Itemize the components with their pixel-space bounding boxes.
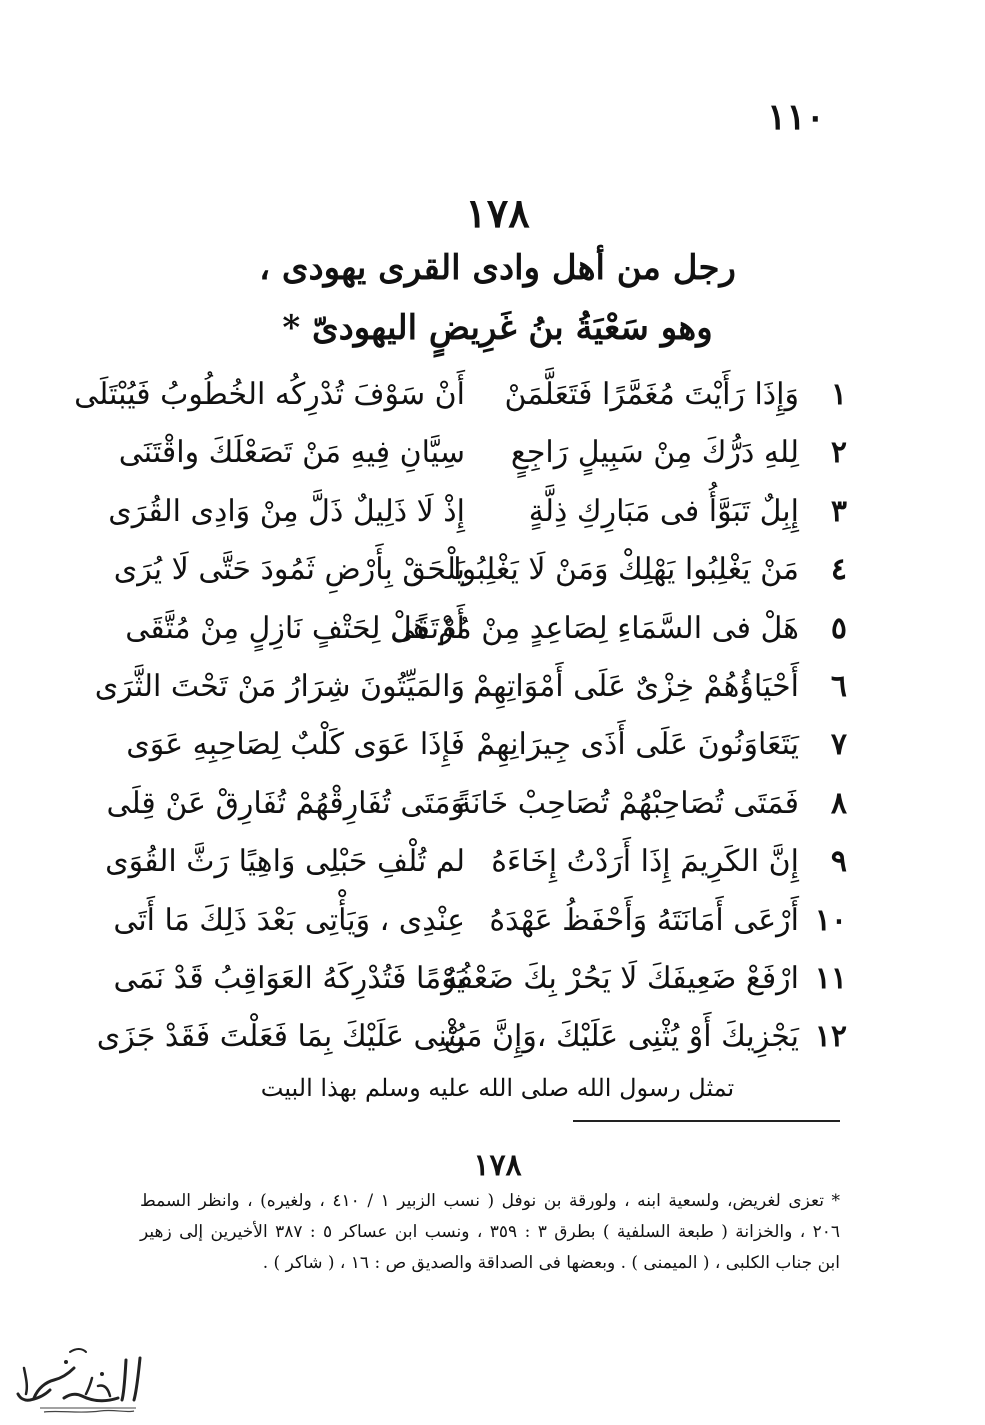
verse-number: ١١: [814, 960, 847, 996]
verse-second-hemistich: يَلْحَقْ بِأَرْضِ ثَمُودَ حَتَّى لَا يُرَى: [113, 552, 465, 588]
verse-row: [113, 541, 847, 599]
footnotes-block: [140, 1186, 840, 1279]
verse-row: [108, 483, 847, 541]
verse-first-hemistich: لِلهِ دَرُّكَ مِنْ سَبِيلٍ رَاجِعٍ: [510, 435, 799, 471]
verse-row: [96, 1008, 847, 1066]
verse-number: ١٠: [814, 902, 847, 938]
verse-second-hemistich: أَمْ هَلْ لِحَتْفٍ نَازِلٍ مِنْ مُتَّقَى: [125, 610, 465, 646]
verse-second-hemistich: وَالمَيِّتُونَ شِرَارُ مَنْ تَحْتَ الثَّرَى: [94, 668, 465, 704]
verse-row: [118, 424, 847, 482]
verses-block: [74, 366, 847, 1067]
verse-number: ٢: [830, 435, 847, 471]
verse-second-hemistich: يُثْنِى عَلَيْكَ بِمَا فَعَلْتَ فَقَدْ جَزَى: [96, 1019, 465, 1055]
verse-first-hemistich: هَلْ فى السَّمَاءِ لِصَاعِدٍ مِنْ مُرْتَقًى: [390, 610, 799, 646]
verse-number: ٨: [830, 785, 847, 821]
verse-first-hemistich: ارْفَعْ ضَعِيفَكَ لَا يَحُرْ بِكَ ضَعْفُهُ: [442, 960, 799, 996]
verse-row: [74, 366, 847, 424]
footnote-line: * تعزى لغريض، ولسعية ابنه ، ولورقة بن نوفل ( نسب الزبير ١ / ٤١٠ ، ولغيره) ، وانظر السمط: [140, 1191, 840, 1211]
verse-first-hemistich: أَحْيَاؤُهُمْ خِزْىٌ عَلَى أَمْوَاتِهِمْ: [473, 668, 799, 704]
verse-row: [94, 658, 847, 716]
verse-first-hemistich: أَرْعَى أَمَانَتَهُ وَأَحْفَظُ عَهْدَهُ: [489, 902, 799, 938]
verse-number: ٣: [830, 493, 847, 529]
verse-first-hemistich: وَإِذَا رَأَيْتَ مُغَمَّرًا فَتَعَلَّمَنْ: [504, 377, 799, 412]
watermark-signature-icon: [10, 1338, 150, 1418]
verse-first-hemistich: إِنَّ الكَرِيمَ إِذَا أَرَدْتُ إِخَاءَهُ: [491, 844, 799, 880]
verse-note: تمثل رسول الله صلى الله عليه وسلم بهذا البيت: [260, 1074, 735, 1102]
verse-row: [113, 892, 847, 950]
verse-row: [105, 833, 847, 891]
verse-number: ٩: [830, 844, 847, 880]
poem-heading-line-2: وهو سَعْيَةُ بنُ غَرِيضٍ اليهودىّ *: [282, 308, 713, 348]
poem-heading-line-1: رجل من أهل وادى القرى يهودى ،: [259, 248, 736, 288]
footnote-separator-rule: [573, 1120, 840, 1122]
verse-second-hemistich: فَإِذَا عَوَى كَلْبٌ لِصَاحِبِهِ عَوَى: [126, 727, 465, 763]
footnote-line: ٢٠٦ ، والخزانة ( طبعة السلفية ) بطرق ٣ : ٣٥٩ ، ونسب ابن عساكر ٥ : ٣٨٧ الأخيرين إلى زهير: [140, 1222, 840, 1242]
verse-second-hemistich: إِذْ لَا ذَلِيلٌ ذَلَّ مِنْ وَادِى القُرَى: [108, 493, 465, 529]
verse-number: ٦: [830, 668, 847, 704]
footnote-poem-number: ١٧٨: [473, 1148, 522, 1183]
poem-number: ١٧٨: [465, 190, 530, 237]
verse-number: ١٢: [814, 1019, 847, 1055]
verse-second-hemistich: سِيَّانِ فِيهِ مَنْ تَصَعْلَكَ واقْتَنَى: [118, 435, 465, 471]
page-number: ١١٠: [766, 96, 825, 138]
verse-first-hemistich: مَنْ يَغْلِبُوا يَهْلِكْ وَمَنْ لَا يَغْلِبُوا: [453, 552, 799, 588]
verse-first-hemistich: فَمَتَى تُصَاحِبْهُمْ تُصَاحِبْ خَانَةً: [456, 785, 799, 821]
verse-number: ٧: [830, 727, 847, 763]
verse-row: [126, 716, 847, 774]
verse-first-hemistich: يَجْزِيكَ أَوْ يُثْنِى عَلَيْكَ ،وَإِنَّ مَنْ: [443, 1019, 799, 1055]
calligraphy-watermark-logo: [10, 1338, 150, 1418]
verse-row: [113, 950, 847, 1008]
verse-number: ٤: [830, 552, 847, 588]
verse-number: ٥: [830, 610, 847, 646]
verse-second-hemistich: يَوْمًا فَتُدْرِكَهُ العَوَاقِبُ قَدْ نَمَى: [113, 960, 465, 996]
verse-row: [125, 600, 847, 658]
verse-second-hemistich: عِنْدِى ، وَيَأْتِى بَعْدَ ذَلِكَ مَا أَتَى: [113, 902, 465, 938]
verse-row: [106, 775, 847, 833]
verse-first-hemistich: إِبِلٌ تَبَوَّأُ فى مَبَارِكِ ذِلَّةٍ: [528, 493, 799, 529]
verse-second-hemistich: أَنْ سَوْفَ تُدْرِكُه الخُطُوبُ فَيُبْتَلَى: [74, 377, 465, 412]
verse-number: ١: [830, 377, 847, 412]
footnote-line: ابن جناب الكلبى ، ( الميمنى ) . وبعضها فى الصداقة والصديق ص : ١٦ ، ( شاكر ) .: [262, 1253, 840, 1273]
verse-first-hemistich: يَتَعَاوَنُونَ عَلَى أَذَى جِيرَانِهِمْ: [476, 727, 799, 763]
verse-second-hemistich: لم تُلْفِ حَبْلِى وَاهِيًا رَثَّ القُوَى: [105, 844, 465, 880]
verse-second-hemistich: وَمَتَى تُفَارِقْهُمْ تُفَارِقْ عَنْ قِلَى: [106, 785, 465, 821]
